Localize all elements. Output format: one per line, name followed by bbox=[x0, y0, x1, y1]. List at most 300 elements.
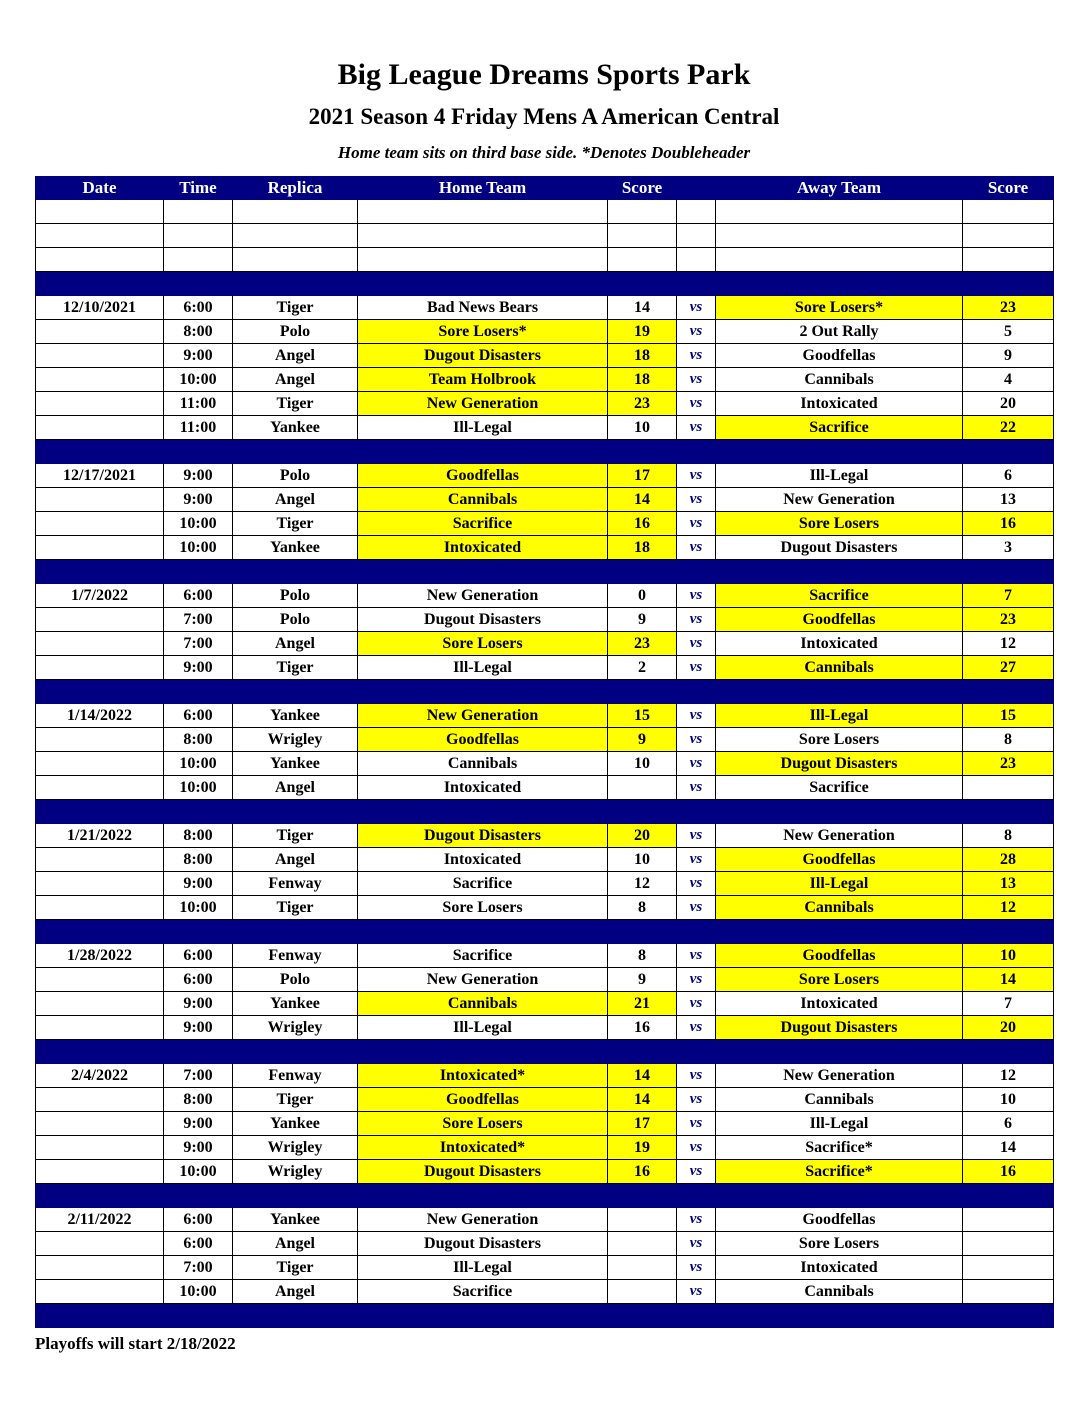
date-cell: 1/21/2022 bbox=[36, 824, 164, 848]
away-score-cell: 3 bbox=[963, 536, 1054, 560]
date-cell bbox=[36, 632, 164, 656]
separator-cell bbox=[36, 800, 1054, 824]
date-cell bbox=[36, 248, 164, 272]
home-score-cell bbox=[608, 1256, 677, 1280]
away-team-cell: Dugout Disasters bbox=[716, 536, 963, 560]
header-row bbox=[36, 177, 1054, 200]
game-row bbox=[36, 296, 1054, 320]
home-score-cell: 14 bbox=[608, 488, 677, 512]
playoffs-note: Playoffs will start 2/18/2022 bbox=[35, 1334, 236, 1353]
separator-row bbox=[36, 440, 1054, 464]
replica-cell bbox=[233, 200, 358, 224]
game-row bbox=[36, 488, 1054, 512]
date-cell: 2/4/2022 bbox=[36, 1064, 164, 1088]
away-score-cell: 7 bbox=[963, 584, 1054, 608]
home-team-cell bbox=[358, 248, 608, 272]
home-score-cell: 14 bbox=[608, 296, 677, 320]
time-cell: 7:00 bbox=[164, 1256, 233, 1280]
date-cell bbox=[36, 512, 164, 536]
separator-row bbox=[36, 1184, 1054, 1208]
vs-cell: vs bbox=[677, 1232, 716, 1256]
date-cell bbox=[36, 200, 164, 224]
home-score-cell: 18 bbox=[608, 368, 677, 392]
away-score-cell: 6 bbox=[963, 464, 1054, 488]
time-cell: 6:00 bbox=[164, 1232, 233, 1256]
vs-cell: vs bbox=[677, 872, 716, 896]
home-score-cell: 8 bbox=[608, 944, 677, 968]
replica-cell: Yankee bbox=[233, 1112, 358, 1136]
replica-cell: Tiger bbox=[233, 1256, 358, 1280]
separator-row bbox=[36, 920, 1054, 944]
home-team-cell: Dugout Disasters bbox=[358, 1160, 608, 1184]
time-cell: 10:00 bbox=[164, 752, 233, 776]
home-team-cell: Dugout Disasters bbox=[358, 608, 608, 632]
home-team-cell: New Generation bbox=[358, 968, 608, 992]
time-cell: 7:00 bbox=[164, 608, 233, 632]
home-score-cell: 10 bbox=[608, 416, 677, 440]
home-team-cell: Ill-Legal bbox=[358, 416, 608, 440]
game-row bbox=[36, 368, 1054, 392]
home-score-cell: 16 bbox=[608, 512, 677, 536]
date-cell bbox=[36, 536, 164, 560]
separator-cell bbox=[36, 560, 1054, 584]
vs-cell: vs bbox=[677, 896, 716, 920]
time-cell: 9:00 bbox=[164, 872, 233, 896]
date-cell bbox=[36, 344, 164, 368]
separator-row bbox=[36, 680, 1054, 704]
game-row bbox=[36, 1016, 1054, 1040]
home-team-cell: Sore Losers bbox=[358, 896, 608, 920]
away-team-cell: Ill-Legal bbox=[716, 1112, 963, 1136]
separator-row bbox=[36, 272, 1054, 296]
replica-cell: Yankee bbox=[233, 704, 358, 728]
away-team-cell: New Generation bbox=[716, 1064, 963, 1088]
away-team-cell: Cannibals bbox=[716, 368, 963, 392]
time-cell: 9:00 bbox=[164, 344, 233, 368]
replica-cell: Angel bbox=[233, 848, 358, 872]
home-team-cell bbox=[358, 224, 608, 248]
time-cell: 10:00 bbox=[164, 776, 233, 800]
away-team-cell: Ill-Legal bbox=[716, 704, 963, 728]
separator-row bbox=[36, 800, 1054, 824]
away-score-cell: 22 bbox=[963, 416, 1054, 440]
game-row bbox=[36, 512, 1054, 536]
vs-cell: vs bbox=[677, 584, 716, 608]
away-team-cell bbox=[716, 224, 963, 248]
page-title: Big League Dreams Sports Park bbox=[337, 58, 751, 91]
vs-cell: vs bbox=[677, 752, 716, 776]
home-score-cell: 23 bbox=[608, 392, 677, 416]
home-team-cell: Intoxicated bbox=[358, 776, 608, 800]
separator-cell bbox=[36, 272, 1054, 296]
vs-cell: vs bbox=[677, 1136, 716, 1160]
replica-cell: Yankee bbox=[233, 1208, 358, 1232]
time-cell: 9:00 bbox=[164, 464, 233, 488]
away-score-cell: 23 bbox=[963, 608, 1054, 632]
home-score-cell bbox=[608, 200, 677, 224]
col-header-vs bbox=[677, 177, 716, 200]
time-cell: 6:00 bbox=[164, 584, 233, 608]
away-team-cell: Sacrifice bbox=[716, 776, 963, 800]
date-cell bbox=[36, 1088, 164, 1112]
date-cell: 1/28/2022 bbox=[36, 944, 164, 968]
home-team-cell: Intoxicated* bbox=[358, 1064, 608, 1088]
time-cell: 10:00 bbox=[164, 1160, 233, 1184]
game-row bbox=[36, 1256, 1054, 1280]
home-score-cell bbox=[608, 776, 677, 800]
away-team-cell: Dugout Disasters bbox=[716, 752, 963, 776]
replica-cell: Polo bbox=[233, 968, 358, 992]
date-cell bbox=[36, 1016, 164, 1040]
game-row bbox=[36, 944, 1054, 968]
away-score-cell: 28 bbox=[963, 848, 1054, 872]
replica-cell: Angel bbox=[233, 632, 358, 656]
home-team-cell: Team Holbrook bbox=[358, 368, 608, 392]
time-cell: 8:00 bbox=[164, 848, 233, 872]
home-team-cell: Sore Losers* bbox=[358, 320, 608, 344]
away-team-cell: Sore Losers bbox=[716, 1232, 963, 1256]
home-team-cell: Sore Losers bbox=[358, 1112, 608, 1136]
vs-cell: vs bbox=[677, 1280, 716, 1304]
date-cell bbox=[36, 1232, 164, 1256]
home-score-cell: 8 bbox=[608, 896, 677, 920]
date-cell bbox=[36, 1112, 164, 1136]
home-score-cell bbox=[608, 1280, 677, 1304]
vs-cell: vs bbox=[677, 1208, 716, 1232]
time-cell: 10:00 bbox=[164, 368, 233, 392]
vs-cell: vs bbox=[677, 512, 716, 536]
game-row bbox=[36, 872, 1054, 896]
home-score-cell: 18 bbox=[608, 344, 677, 368]
schedule-table-body bbox=[36, 200, 1054, 1328]
away-team-cell: New Generation bbox=[716, 824, 963, 848]
away-score-cell bbox=[963, 776, 1054, 800]
home-score-cell bbox=[608, 224, 677, 248]
date-cell bbox=[36, 416, 164, 440]
away-team-cell: Sacrifice* bbox=[716, 1136, 963, 1160]
time-cell: 6:00 bbox=[164, 296, 233, 320]
home-score-cell: 20 bbox=[608, 824, 677, 848]
time-cell: 6:00 bbox=[164, 704, 233, 728]
replica-cell: Angel bbox=[233, 1280, 358, 1304]
vs-cell: vs bbox=[677, 824, 716, 848]
game-row bbox=[36, 752, 1054, 776]
away-score-cell: 4 bbox=[963, 368, 1054, 392]
separator-cell bbox=[36, 1040, 1054, 1064]
away-team-cell: Ill-Legal bbox=[716, 872, 963, 896]
away-team-cell: 2 Out Rally bbox=[716, 320, 963, 344]
home-score-cell: 14 bbox=[608, 1064, 677, 1088]
game-row bbox=[36, 1280, 1054, 1304]
away-team-cell: Goodfellas bbox=[716, 344, 963, 368]
vs-cell: vs bbox=[677, 656, 716, 680]
date-cell bbox=[36, 368, 164, 392]
game-row bbox=[36, 416, 1054, 440]
replica-cell: Tiger bbox=[233, 824, 358, 848]
away-team-cell: Cannibals bbox=[716, 1088, 963, 1112]
home-score-cell: 12 bbox=[608, 872, 677, 896]
time-cell: 11:00 bbox=[164, 416, 233, 440]
vs-cell: vs bbox=[677, 464, 716, 488]
col-header-away-score: Score bbox=[963, 177, 1054, 200]
replica-cell: Yankee bbox=[233, 752, 358, 776]
time-cell bbox=[164, 224, 233, 248]
away-score-cell: 9 bbox=[963, 344, 1054, 368]
game-row bbox=[36, 344, 1054, 368]
home-score-cell: 10 bbox=[608, 848, 677, 872]
vs-cell bbox=[677, 248, 716, 272]
home-team-cell: Goodfellas bbox=[358, 464, 608, 488]
away-team-cell: Goodfellas bbox=[716, 1208, 963, 1232]
home-score-cell: 9 bbox=[608, 968, 677, 992]
home-team-cell: New Generation bbox=[358, 1208, 608, 1232]
away-score-cell: 8 bbox=[963, 824, 1054, 848]
game-row bbox=[36, 992, 1054, 1016]
game-row bbox=[36, 656, 1054, 680]
time-cell bbox=[164, 248, 233, 272]
home-team-cell: Bad News Bears bbox=[358, 296, 608, 320]
home-score-cell: 9 bbox=[608, 608, 677, 632]
home-score-cell: 21 bbox=[608, 992, 677, 1016]
date-cell bbox=[36, 848, 164, 872]
date-cell bbox=[36, 1280, 164, 1304]
vs-cell: vs bbox=[677, 1160, 716, 1184]
replica-cell: Tiger bbox=[233, 1088, 358, 1112]
home-team-cell: Dugout Disasters bbox=[358, 344, 608, 368]
replica-cell: Wrigley bbox=[233, 728, 358, 752]
replica-cell: Polo bbox=[233, 584, 358, 608]
away-team-cell: Sore Losers bbox=[716, 968, 963, 992]
game-row bbox=[36, 1232, 1054, 1256]
away-score-cell: 23 bbox=[963, 296, 1054, 320]
date-cell bbox=[36, 728, 164, 752]
time-cell: 6:00 bbox=[164, 1208, 233, 1232]
date-cell bbox=[36, 608, 164, 632]
schedule-table bbox=[35, 176, 1054, 1328]
home-score-cell: 19 bbox=[608, 320, 677, 344]
game-row bbox=[36, 728, 1054, 752]
vs-cell bbox=[677, 224, 716, 248]
away-team-cell: Cannibals bbox=[716, 1280, 963, 1304]
time-cell: 9:00 bbox=[164, 1112, 233, 1136]
away-team-cell: Dugout Disasters bbox=[716, 1016, 963, 1040]
replica-cell: Angel bbox=[233, 776, 358, 800]
away-team-cell bbox=[716, 200, 963, 224]
away-score-cell: 14 bbox=[963, 1136, 1054, 1160]
home-team-cell: Intoxicated* bbox=[358, 1136, 608, 1160]
separator-cell bbox=[36, 1184, 1054, 1208]
vs-cell: vs bbox=[677, 368, 716, 392]
time-cell: 9:00 bbox=[164, 656, 233, 680]
date-cell bbox=[36, 776, 164, 800]
game-row bbox=[36, 1112, 1054, 1136]
empty-row bbox=[36, 248, 1054, 272]
vs-cell: vs bbox=[677, 392, 716, 416]
away-score-cell: 10 bbox=[963, 1088, 1054, 1112]
replica-cell: Tiger bbox=[233, 512, 358, 536]
home-team-cell: Goodfellas bbox=[358, 1088, 608, 1112]
away-team-cell: Intoxicated bbox=[716, 392, 963, 416]
away-team-cell: Sacrifice bbox=[716, 416, 963, 440]
replica-cell: Fenway bbox=[233, 872, 358, 896]
col-header-home-score: Score bbox=[608, 177, 677, 200]
away-team-cell: New Generation bbox=[716, 488, 963, 512]
game-row bbox=[36, 776, 1054, 800]
game-row bbox=[36, 968, 1054, 992]
time-cell: 9:00 bbox=[164, 488, 233, 512]
home-score-cell: 16 bbox=[608, 1016, 677, 1040]
away-score-cell bbox=[963, 1208, 1054, 1232]
game-row bbox=[36, 704, 1054, 728]
separator-row bbox=[36, 1040, 1054, 1064]
away-score-cell: 12 bbox=[963, 1064, 1054, 1088]
home-team-note: Home team sits on third base side. *Denotes Doubleheader bbox=[337, 143, 751, 162]
game-row bbox=[36, 464, 1054, 488]
home-team-cell: New Generation bbox=[358, 704, 608, 728]
separator-cell bbox=[36, 440, 1054, 464]
time-cell: 7:00 bbox=[164, 1064, 233, 1088]
game-row bbox=[36, 848, 1054, 872]
home-score-cell bbox=[608, 1208, 677, 1232]
separator-cell bbox=[36, 1304, 1054, 1328]
home-score-cell: 15 bbox=[608, 704, 677, 728]
away-score-cell bbox=[963, 1280, 1054, 1304]
col-header-date: Date bbox=[36, 177, 164, 200]
time-cell: 9:00 bbox=[164, 1016, 233, 1040]
game-row bbox=[36, 824, 1054, 848]
game-row bbox=[36, 320, 1054, 344]
home-team-cell: New Generation bbox=[358, 392, 608, 416]
vs-cell: vs bbox=[677, 608, 716, 632]
home-team-cell: Cannibals bbox=[358, 992, 608, 1016]
home-score-cell: 17 bbox=[608, 1112, 677, 1136]
away-team-cell: Cannibals bbox=[716, 656, 963, 680]
away-score-cell: 12 bbox=[963, 896, 1054, 920]
replica-cell bbox=[233, 248, 358, 272]
away-team-cell: Sore Losers* bbox=[716, 296, 963, 320]
away-team-cell: Goodfellas bbox=[716, 848, 963, 872]
game-row bbox=[36, 1064, 1054, 1088]
away-score-cell: 20 bbox=[963, 1016, 1054, 1040]
vs-cell: vs bbox=[677, 776, 716, 800]
away-score-cell: 20 bbox=[963, 392, 1054, 416]
away-team-cell: Cannibals bbox=[716, 896, 963, 920]
time-cell: 8:00 bbox=[164, 1088, 233, 1112]
vs-cell: vs bbox=[677, 1256, 716, 1280]
replica-cell: Fenway bbox=[233, 944, 358, 968]
home-team-cell: Cannibals bbox=[358, 488, 608, 512]
away-score-cell: 13 bbox=[963, 872, 1054, 896]
home-team-cell: Sacrifice bbox=[358, 1280, 608, 1304]
home-score-cell bbox=[608, 1232, 677, 1256]
home-team-cell: Ill-Legal bbox=[358, 1016, 608, 1040]
date-cell bbox=[36, 1160, 164, 1184]
separator-row bbox=[36, 560, 1054, 584]
game-row bbox=[36, 632, 1054, 656]
home-team-cell: Intoxicated bbox=[358, 848, 608, 872]
vs-cell: vs bbox=[677, 728, 716, 752]
col-header-time: Time bbox=[164, 177, 233, 200]
vs-cell: vs bbox=[677, 632, 716, 656]
date-cell bbox=[36, 392, 164, 416]
date-cell bbox=[36, 968, 164, 992]
col-header-replica: Replica bbox=[233, 177, 358, 200]
time-cell: 10:00 bbox=[164, 1280, 233, 1304]
replica-cell: Tiger bbox=[233, 296, 358, 320]
time-cell: 7:00 bbox=[164, 632, 233, 656]
replica-cell: Yankee bbox=[233, 416, 358, 440]
away-score-cell bbox=[963, 224, 1054, 248]
away-score-cell: 27 bbox=[963, 656, 1054, 680]
game-row bbox=[36, 608, 1054, 632]
game-row bbox=[36, 584, 1054, 608]
empty-row bbox=[36, 200, 1054, 224]
time-cell: 6:00 bbox=[164, 968, 233, 992]
away-score-cell: 13 bbox=[963, 488, 1054, 512]
col-header-home-team: Home Team bbox=[358, 177, 608, 200]
date-cell bbox=[36, 992, 164, 1016]
replica-cell: Tiger bbox=[233, 656, 358, 680]
away-team-cell: Intoxicated bbox=[716, 1256, 963, 1280]
away-score-cell bbox=[963, 1256, 1054, 1280]
vs-cell: vs bbox=[677, 848, 716, 872]
vs-cell: vs bbox=[677, 488, 716, 512]
vs-cell: vs bbox=[677, 416, 716, 440]
date-cell bbox=[36, 872, 164, 896]
separator-row bbox=[36, 1304, 1054, 1328]
home-team-cell: Ill-Legal bbox=[358, 656, 608, 680]
away-score-cell bbox=[963, 1232, 1054, 1256]
away-score-cell: 16 bbox=[963, 512, 1054, 536]
time-cell: 6:00 bbox=[164, 944, 233, 968]
home-team-cell: Ill-Legal bbox=[358, 1256, 608, 1280]
replica-cell: Wrigley bbox=[233, 1016, 358, 1040]
away-score-cell: 10 bbox=[963, 944, 1054, 968]
date-cell bbox=[36, 320, 164, 344]
away-team-cell: Intoxicated bbox=[716, 992, 963, 1016]
replica-cell: Wrigley bbox=[233, 1136, 358, 1160]
date-cell bbox=[36, 896, 164, 920]
separator-cell bbox=[36, 920, 1054, 944]
game-row bbox=[36, 1160, 1054, 1184]
replica-cell: Wrigley bbox=[233, 1160, 358, 1184]
vs-cell: vs bbox=[677, 992, 716, 1016]
home-team-cell: Dugout Disasters bbox=[358, 824, 608, 848]
time-cell: 8:00 bbox=[164, 728, 233, 752]
replica-cell: Fenway bbox=[233, 1064, 358, 1088]
date-cell: 1/14/2022 bbox=[36, 704, 164, 728]
home-score-cell: 18 bbox=[608, 536, 677, 560]
date-cell bbox=[36, 1136, 164, 1160]
home-team-cell: Sacrifice bbox=[358, 512, 608, 536]
replica-cell bbox=[233, 224, 358, 248]
game-row bbox=[36, 1088, 1054, 1112]
away-score-cell: 12 bbox=[963, 632, 1054, 656]
home-score-cell: 17 bbox=[608, 464, 677, 488]
replica-cell: Angel bbox=[233, 1232, 358, 1256]
date-cell: 2/11/2022 bbox=[36, 1208, 164, 1232]
time-cell: 11:00 bbox=[164, 392, 233, 416]
game-row bbox=[36, 536, 1054, 560]
replica-cell: Angel bbox=[233, 344, 358, 368]
home-team-cell: Dugout Disasters bbox=[358, 1232, 608, 1256]
separator-cell bbox=[36, 680, 1054, 704]
away-score-cell: 15 bbox=[963, 704, 1054, 728]
home-team-cell: Sacrifice bbox=[358, 872, 608, 896]
vs-cell: vs bbox=[677, 1088, 716, 1112]
vs-cell: vs bbox=[677, 944, 716, 968]
replica-cell: Tiger bbox=[233, 392, 358, 416]
